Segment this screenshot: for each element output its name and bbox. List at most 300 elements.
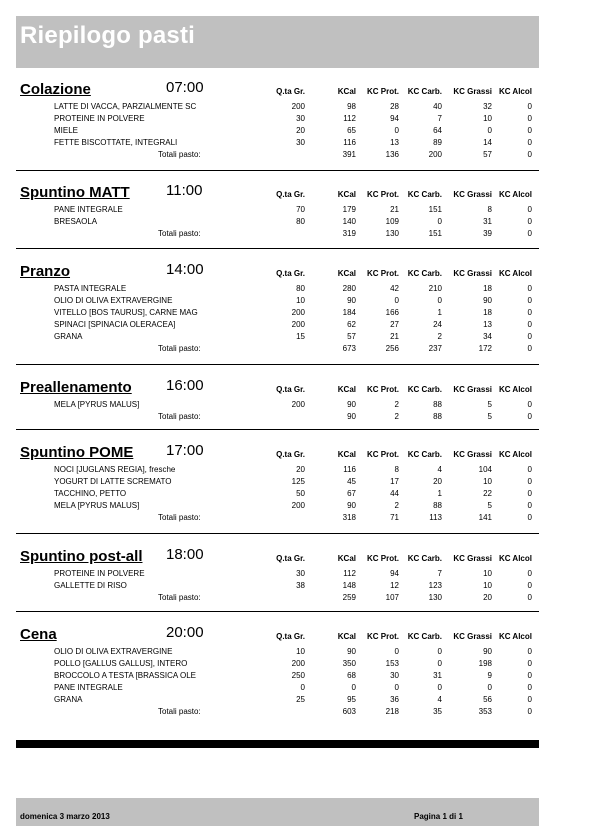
cell-carb: 24 xyxy=(433,320,442,329)
totals-row xyxy=(16,706,539,718)
cell-qty: 125 xyxy=(291,477,305,486)
cell-fat: 198 xyxy=(478,659,492,668)
food-name: VITELLO [BOS TAURUS], CARNE MAG xyxy=(54,308,198,317)
cell-kcal: 68 xyxy=(347,671,356,680)
cell-qty: 20 xyxy=(296,465,305,474)
total-carb: 88 xyxy=(433,412,442,421)
column-header-alc: KC Alcol xyxy=(498,632,532,641)
cell-kcal: 90 xyxy=(347,501,356,510)
cell-carb: 1 xyxy=(437,308,442,317)
total-kcal: 318 xyxy=(342,513,356,522)
cell-qty: 200 xyxy=(291,501,305,510)
cell-kcal: 179 xyxy=(342,205,356,214)
column-header-alc: KC Alcol xyxy=(498,450,532,459)
cell-kcal: 57 xyxy=(347,332,356,341)
cell-prot: 0 xyxy=(394,683,399,692)
total-fat: 5 xyxy=(487,412,492,421)
cell-fat: 10 xyxy=(483,477,492,486)
section-divider xyxy=(16,248,539,249)
totals-label: Totali pasto: xyxy=(158,593,201,602)
food-name: PROTEINE IN POLVERE xyxy=(54,569,145,578)
column-header-alc: KC Alcol xyxy=(498,87,532,96)
footer-date: domenica 3 marzo 2013 xyxy=(20,812,110,821)
cell-prot: 17 xyxy=(390,477,399,486)
column-header-carb: KC Carb. xyxy=(407,190,442,199)
meal-section xyxy=(16,546,539,604)
total-prot: 136 xyxy=(385,150,399,159)
food-row xyxy=(16,682,539,694)
total-prot: 218 xyxy=(385,707,399,716)
food-name: OLIO DI OLIVA EXTRAVERGINE xyxy=(54,647,173,656)
cell-qty: 25 xyxy=(296,695,305,704)
total-prot: 256 xyxy=(385,344,399,353)
section-divider xyxy=(16,170,539,171)
total-prot: 107 xyxy=(385,593,399,602)
food-row xyxy=(16,331,539,343)
meal-time: 17:00 xyxy=(166,442,204,459)
food-name: NOCI [JUGLANS REGIA], fresche xyxy=(54,465,176,474)
cell-fat: 10 xyxy=(483,581,492,590)
totals-label: Totali pasto: xyxy=(158,412,201,421)
footer-page: Pagina 1 di 1 xyxy=(414,812,463,821)
cell-prot: 2 xyxy=(394,501,399,510)
meal-header xyxy=(16,442,539,464)
cell-alc: 0 xyxy=(527,126,532,135)
total-carb: 35 xyxy=(433,707,442,716)
cell-alc: 0 xyxy=(527,308,532,317)
column-header-kcal: KCal xyxy=(337,385,356,394)
total-alc: 0 xyxy=(527,513,532,522)
totals-label: Totali pasto: xyxy=(158,150,201,159)
meal-name: Preallenamento xyxy=(20,379,132,396)
cell-kcal: 90 xyxy=(347,647,356,656)
column-header-prot: KC Prot. xyxy=(367,190,399,199)
cell-kcal: 67 xyxy=(347,489,356,498)
cell-kcal: 0 xyxy=(351,683,356,692)
food-name: PASTA INTEGRALE xyxy=(54,284,127,293)
food-row xyxy=(16,464,539,476)
cell-prot: 0 xyxy=(394,296,399,305)
cell-alc: 0 xyxy=(527,569,532,578)
food-row xyxy=(16,125,539,137)
cell-carb: 0 xyxy=(437,217,442,226)
total-carb: 151 xyxy=(428,229,442,238)
cell-carb: 123 xyxy=(428,581,442,590)
cell-prot: 44 xyxy=(390,489,399,498)
column-header-fat: KC Grassi xyxy=(453,450,492,459)
column-header-prot: KC Prot. xyxy=(367,269,399,278)
cell-qty: 0 xyxy=(300,683,305,692)
cell-prot: 94 xyxy=(390,569,399,578)
total-carb: 130 xyxy=(428,593,442,602)
cell-alc: 0 xyxy=(527,284,532,293)
page-title: Riepilogo pasti xyxy=(20,22,196,49)
cell-kcal: 140 xyxy=(342,217,356,226)
cell-alc: 0 xyxy=(527,320,532,329)
food-name: BRESAOLA xyxy=(54,217,98,226)
cell-alc: 0 xyxy=(527,217,532,226)
total-fat: 57 xyxy=(483,150,492,159)
column-header-qty: Q.ta Gr. xyxy=(276,87,305,96)
cell-kcal: 280 xyxy=(342,284,356,293)
column-header-fat: KC Grassi xyxy=(453,87,492,96)
column-header-qty: Q.ta Gr. xyxy=(276,190,305,199)
cell-fat: 90 xyxy=(483,647,492,656)
cell-kcal: 112 xyxy=(343,569,356,578)
column-header-carb: KC Carb. xyxy=(407,632,442,641)
column-header-kcal: KCal xyxy=(337,632,356,641)
total-alc: 0 xyxy=(527,707,532,716)
cell-fat: 14 xyxy=(483,138,492,147)
cell-qty: 200 xyxy=(291,102,305,111)
column-header-fat: KC Grassi xyxy=(453,554,492,563)
total-kcal: 259 xyxy=(342,593,356,602)
totals-row xyxy=(16,512,539,524)
food-name: PROTEINE IN POLVERE xyxy=(54,114,145,123)
cell-carb: 0 xyxy=(437,647,442,656)
cell-fat: 32 xyxy=(483,102,492,111)
food-name: TACCHINO, PETTO xyxy=(54,489,127,498)
cell-fat: 10 xyxy=(483,114,492,123)
meal-header xyxy=(16,377,539,399)
column-header-prot: KC Prot. xyxy=(367,87,399,96)
column-header-alc: KC Alcol xyxy=(498,190,532,199)
cell-alc: 0 xyxy=(527,659,532,668)
cell-fat: 34 xyxy=(483,332,492,341)
cell-fat: 13 xyxy=(483,320,492,329)
meal-name: Pranzo xyxy=(20,263,71,280)
column-header-qty: Q.ta Gr. xyxy=(276,632,305,641)
cell-kcal: 116 xyxy=(343,465,356,474)
column-header-alc: KC Alcol xyxy=(498,269,532,278)
total-alc: 0 xyxy=(527,593,532,602)
total-fat: 39 xyxy=(483,229,492,238)
cell-qty: 200 xyxy=(291,320,305,329)
totals-row xyxy=(16,149,539,161)
total-carb: 113 xyxy=(429,513,442,522)
cell-prot: 42 xyxy=(390,284,399,293)
totals-row xyxy=(16,343,539,355)
cell-carb: 40 xyxy=(433,102,442,111)
cell-alc: 0 xyxy=(527,695,532,704)
meal-section xyxy=(16,377,539,423)
cell-prot: 0 xyxy=(394,647,399,656)
cell-alc: 0 xyxy=(527,477,532,486)
totals-row xyxy=(16,592,539,604)
column-header-fat: KC Grassi xyxy=(453,190,492,199)
meal-section xyxy=(16,442,539,524)
cell-qty: 80 xyxy=(296,217,305,226)
column-header-qty: Q.ta Gr. xyxy=(276,450,305,459)
column-header-carb: KC Carb. xyxy=(407,269,442,278)
cell-fat: 8 xyxy=(487,205,492,214)
column-header-alc: KC Alcol xyxy=(498,385,532,394)
meal-header xyxy=(16,182,539,204)
food-row xyxy=(16,295,539,307)
totals-label: Totali pasto: xyxy=(158,344,201,353)
cell-prot: 21 xyxy=(390,205,399,214)
cell-alc: 0 xyxy=(527,465,532,474)
total-prot: 71 xyxy=(390,513,399,522)
food-row xyxy=(16,137,539,149)
cell-fat: 0 xyxy=(487,126,492,135)
cell-fat: 18 xyxy=(483,284,492,293)
food-name: SPINACI [SPINACIA OLERACEA] xyxy=(54,320,176,329)
meal-time: 11:00 xyxy=(166,182,203,199)
meal-name: Spuntino POME xyxy=(20,444,134,461)
cell-kcal: 90 xyxy=(347,400,356,409)
food-row xyxy=(16,319,539,331)
food-name: PANE INTEGRALE xyxy=(54,683,123,692)
food-name: MELA [PYRUS MALUS] xyxy=(54,501,140,510)
food-name: MELA [PYRUS MALUS] xyxy=(54,400,140,409)
meal-time: 07:00 xyxy=(166,79,204,96)
cell-prot: 109 xyxy=(385,217,399,226)
cell-alc: 0 xyxy=(527,114,532,123)
cell-alc: 0 xyxy=(527,671,532,680)
cell-fat: 10 xyxy=(483,569,492,578)
cell-kcal: 98 xyxy=(347,102,356,111)
cell-carb: 20 xyxy=(433,477,442,486)
total-carb: 237 xyxy=(428,344,442,353)
total-carb: 200 xyxy=(428,150,442,159)
total-prot: 130 xyxy=(385,229,399,238)
cell-fat: 0 xyxy=(487,683,492,692)
cell-qty: 30 xyxy=(296,114,305,123)
cell-carb: 0 xyxy=(437,683,442,692)
cell-alc: 0 xyxy=(527,501,532,510)
cell-fat: 22 xyxy=(483,489,492,498)
food-row xyxy=(16,283,539,295)
meal-section xyxy=(16,79,539,161)
food-row xyxy=(16,646,539,658)
cell-prot: 94 xyxy=(390,114,399,123)
cell-alc: 0 xyxy=(527,102,532,111)
cell-qty: 10 xyxy=(296,296,305,305)
food-name: LATTE DI VACCA, PARZIALMENTE SC xyxy=(54,102,197,111)
cell-prot: 30 xyxy=(390,671,399,680)
meal-header xyxy=(16,79,539,101)
cell-alc: 0 xyxy=(527,138,532,147)
column-header-qty: Q.ta Gr. xyxy=(276,554,305,563)
food-row xyxy=(16,204,539,216)
cell-qty: 15 xyxy=(296,332,305,341)
cell-carb: 151 xyxy=(428,205,442,214)
food-name: OLIO DI OLIVA EXTRAVERGINE xyxy=(54,296,173,305)
cell-alc: 0 xyxy=(527,683,532,692)
food-row xyxy=(16,568,539,580)
food-name: BROCCOLO A TESTA [BRASSICA OLE xyxy=(54,671,196,680)
cell-prot: 0 xyxy=(394,126,399,135)
meal-name: Colazione xyxy=(20,81,91,98)
food-row xyxy=(16,694,539,706)
meal-section xyxy=(16,182,539,240)
column-header-carb: KC Carb. xyxy=(407,450,442,459)
cell-qty: 200 xyxy=(291,659,305,668)
food-row xyxy=(16,476,539,488)
meal-header xyxy=(16,261,539,283)
column-header-kcal: KCal xyxy=(337,190,356,199)
column-header-prot: KC Prot. xyxy=(367,450,399,459)
cell-carb: 4 xyxy=(437,465,442,474)
food-name: POLLO [GALLUS GALLUS], INTERO xyxy=(54,659,188,668)
total-kcal: 673 xyxy=(342,344,356,353)
meal-name: Cena xyxy=(20,626,57,643)
food-name: GALLETTE DI RISO xyxy=(54,581,127,590)
cell-kcal: 65 xyxy=(347,126,356,135)
column-header-kcal: KCal xyxy=(337,554,356,563)
total-alc: 0 xyxy=(527,412,532,421)
cell-carb: 88 xyxy=(433,400,442,409)
cell-carb: 2 xyxy=(437,332,442,341)
cell-carb: 7 xyxy=(437,114,442,123)
total-kcal: 319 xyxy=(342,229,356,238)
cell-carb: 4 xyxy=(437,695,442,704)
cell-carb: 7 xyxy=(437,569,442,578)
cell-kcal: 112 xyxy=(343,114,356,123)
section-divider xyxy=(16,364,539,365)
cell-prot: 28 xyxy=(390,102,399,111)
cell-carb: 210 xyxy=(428,284,442,293)
meal-time: 18:00 xyxy=(166,546,204,563)
food-name: PANE INTEGRALE xyxy=(54,205,123,214)
cell-fat: 5 xyxy=(487,400,492,409)
food-row xyxy=(16,307,539,319)
meal-section xyxy=(16,261,539,355)
column-header-carb: KC Carb. xyxy=(407,87,442,96)
column-header-fat: KC Grassi xyxy=(453,632,492,641)
cell-prot: 166 xyxy=(385,308,399,317)
food-row xyxy=(16,113,539,125)
cell-prot: 8 xyxy=(394,465,399,474)
column-header-fat: KC Grassi xyxy=(453,269,492,278)
food-row xyxy=(16,101,539,113)
totals-label: Totali pasto: xyxy=(158,513,201,522)
cell-carb: 88 xyxy=(433,501,442,510)
column-header-prot: KC Prot. xyxy=(367,554,399,563)
cell-prot: 27 xyxy=(390,320,399,329)
total-kcal: 90 xyxy=(347,412,356,421)
cell-carb: 0 xyxy=(437,659,442,668)
cell-fat: 9 xyxy=(487,671,492,680)
cell-fat: 5 xyxy=(487,501,492,510)
cell-qty: 250 xyxy=(291,671,305,680)
meal-time: 14:00 xyxy=(166,261,204,278)
cell-carb: 1 xyxy=(437,489,442,498)
column-header-qty: Q.ta Gr. xyxy=(276,269,305,278)
cell-carb: 0 xyxy=(437,296,442,305)
cell-prot: 12 xyxy=(390,581,399,590)
food-row xyxy=(16,580,539,592)
column-header-kcal: KCal xyxy=(337,450,356,459)
section-divider xyxy=(16,611,539,612)
column-header-prot: KC Prot. xyxy=(367,385,399,394)
cell-prot: 36 xyxy=(390,695,399,704)
food-name: YOGURT DI LATTE SCREMATO xyxy=(54,477,172,486)
cell-kcal: 184 xyxy=(342,308,356,317)
meal-time: 16:00 xyxy=(166,377,204,394)
cell-kcal: 90 xyxy=(347,296,356,305)
cell-alc: 0 xyxy=(527,205,532,214)
food-name: GRANA xyxy=(54,695,83,704)
cell-prot: 13 xyxy=(390,138,399,147)
cell-kcal: 62 xyxy=(347,320,356,329)
column-header-kcal: KCal xyxy=(337,269,356,278)
cell-qty: 50 xyxy=(296,489,305,498)
column-header-fat: KC Grassi xyxy=(453,385,492,394)
meal-header xyxy=(16,546,539,568)
column-header-alc: KC Alcol xyxy=(498,554,532,563)
column-header-carb: KC Carb. xyxy=(407,385,442,394)
cell-fat: 31 xyxy=(483,217,492,226)
cell-qty: 80 xyxy=(296,284,305,293)
title-bar xyxy=(16,16,539,68)
cell-fat: 90 xyxy=(483,296,492,305)
cell-prot: 2 xyxy=(394,400,399,409)
cell-prot: 21 xyxy=(390,332,399,341)
food-row xyxy=(16,670,539,682)
totals-row xyxy=(16,228,539,240)
cell-fat: 104 xyxy=(478,465,492,474)
food-row xyxy=(16,658,539,670)
meal-section xyxy=(16,624,539,718)
cell-kcal: 148 xyxy=(342,581,356,590)
meal-name: Spuntino MATT xyxy=(20,184,130,201)
total-fat: 20 xyxy=(483,593,492,602)
cell-kcal: 116 xyxy=(343,138,356,147)
meal-header xyxy=(16,624,539,646)
food-row xyxy=(16,216,539,228)
meal-name: Spuntino post-all xyxy=(20,548,143,565)
column-header-kcal: KCal xyxy=(337,87,356,96)
food-name: FETTE BISCOTTATE, INTEGRALI xyxy=(54,138,178,147)
cell-alc: 0 xyxy=(527,296,532,305)
cell-kcal: 45 xyxy=(347,477,356,486)
section-divider xyxy=(16,429,539,430)
cell-carb: 89 xyxy=(433,138,442,147)
cell-qty: 30 xyxy=(296,138,305,147)
cell-alc: 0 xyxy=(527,400,532,409)
cell-qty: 200 xyxy=(291,400,305,409)
cell-fat: 56 xyxy=(483,695,492,704)
bottom-thick-rule xyxy=(16,740,539,748)
cell-qty: 20 xyxy=(296,126,305,135)
total-fat: 141 xyxy=(478,513,492,522)
cell-carb: 64 xyxy=(433,126,442,135)
totals-label: Totali pasto: xyxy=(158,229,201,238)
total-alc: 0 xyxy=(527,229,532,238)
food-row xyxy=(16,488,539,500)
cell-qty: 38 xyxy=(296,581,305,590)
cell-carb: 31 xyxy=(433,671,442,680)
column-header-prot: KC Prot. xyxy=(367,632,399,641)
total-kcal: 391 xyxy=(342,150,356,159)
meal-time: 20:00 xyxy=(166,624,204,641)
food-row xyxy=(16,500,539,512)
totals-label: Totali pasto: xyxy=(158,707,201,716)
total-alc: 0 xyxy=(527,150,532,159)
cell-qty: 70 xyxy=(296,205,305,214)
column-header-qty: Q.ta Gr. xyxy=(276,385,305,394)
food-row xyxy=(16,399,539,411)
totals-row xyxy=(16,411,539,423)
total-fat: 172 xyxy=(478,344,492,353)
food-name: GRANA xyxy=(54,332,83,341)
cell-kcal: 350 xyxy=(342,659,356,668)
cell-alc: 0 xyxy=(527,647,532,656)
column-header-carb: KC Carb. xyxy=(407,554,442,563)
total-alc: 0 xyxy=(527,344,532,353)
